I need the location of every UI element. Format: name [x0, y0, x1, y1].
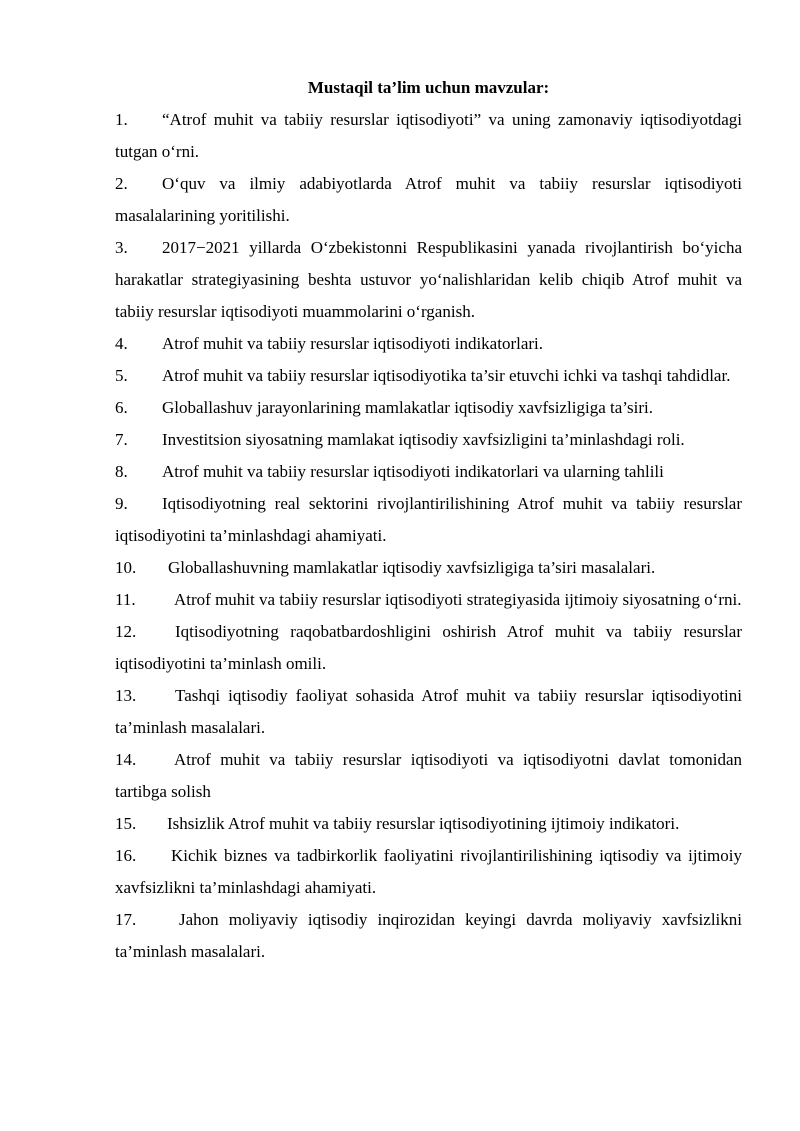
list-item — [115, 392, 742, 424]
item-number: 8. — [115, 462, 128, 481]
list-item — [115, 168, 742, 232]
item-text: Atrof muhit va tabiiy resurslar iqtisodiyoti strategiyasida ijtimoiy siyosatning o‘rni. — [174, 590, 742, 609]
list-item — [115, 744, 742, 808]
item-number: 16. — [115, 846, 137, 865]
document-title: Mustaqil ta’lim uchun mavzular: — [307, 78, 550, 97]
item-text: Iqtisodiyotning real sektorini rivojlantirilishining Atrof muhit va tabiiy resurslar iqtisodiyotini ta’minlashdagi ahamiyati. — [115, 494, 742, 545]
item-number: 12. — [115, 622, 137, 641]
item-text: Atrof muhit va tabiiy resurslar iqtisodiyoti indikatorlari. — [162, 334, 544, 353]
item-number: 1. — [115, 110, 128, 129]
list-item — [115, 904, 742, 968]
item-number: 13. — [115, 686, 137, 705]
list-item — [115, 616, 742, 680]
item-text: Jahon moliyaviy iqtisodiy inqirozidan keyingi davrda moliyaviy xavfsizlikni ta’minlash masalalari. — [115, 910, 742, 961]
list-item — [115, 840, 742, 904]
document-page — [115, 72, 742, 968]
item-text: Atrof muhit va tabiiy resurslar iqtisodiyoti indikatorlari va ularning tahlili — [162, 462, 664, 481]
item-text: Tashqi iqtisodiy faoliyat sohasida Atrof muhit va tabiiy resurslar iqtisodiyotini ta’minlash masalalari. — [115, 686, 742, 737]
list-item — [115, 584, 742, 616]
list-item — [115, 328, 742, 360]
item-text: Atrof muhit va tabiiy resurslar iqtisodiyoti va iqtisodiyotni davlat tomonidan tartibga solish — [115, 750, 742, 801]
list-item — [115, 680, 742, 744]
item-text: Globallashuvning mamlakatlar iqtisodiy xavfsizligiga ta’siri masalalari. — [168, 558, 656, 577]
item-text: Globallashuv jarayonlarining mamlakatlar iqtisodiy xavfsizligiga ta’siri. — [162, 398, 653, 417]
item-number: 15. — [115, 814, 137, 833]
item-text: Atrof muhit va tabiiy resurslar iqtisodiyotika ta’sir etuvchi ichki va tashqi tahdidlar. — [162, 366, 731, 385]
item-text: Investitsion siyosatning mamlakat iqtisodiy xavfsizligini ta’minlashdagi roli. — [162, 430, 685, 449]
item-number: 4. — [115, 334, 128, 353]
item-number: 5. — [115, 366, 128, 385]
list-item — [115, 424, 742, 456]
item-number: 14. — [115, 750, 137, 769]
item-text: “Atrof muhit va tabiiy resurslar iqtisodiyoti” va uning zamonaviy iqtisodiyotdagi tutgan o‘rni. — [115, 110, 742, 161]
item-number: 2. — [115, 174, 128, 193]
item-number: 10. — [115, 558, 137, 577]
item-text: Ishsizlik Atrof muhit va tabiiy resurslar iqtisodiyotining ijtimoiy indikatori. — [167, 814, 680, 833]
item-text: 2017−2021 yillarda O‘zbekistonni Respublikasini yanada rivojlantirish bo‘yicha harakatlar strategiyasining beshta ustuvor yo‘nalishlaridan kelib chiqib Atrof muhit va tabiiy resurslar iqtisodiyoti muammolarini o‘rganish. — [115, 238, 742, 321]
item-number: 3. — [115, 238, 128, 257]
list-item — [115, 232, 742, 328]
item-number: 7. — [115, 430, 128, 449]
topic-list — [115, 104, 742, 968]
list-item — [115, 104, 742, 168]
list-item — [115, 808, 742, 840]
item-number: 6. — [115, 398, 128, 417]
list-item — [115, 552, 742, 584]
item-text: Kichik biznes va tadbirkorlik faoliyatini rivojlantirilishining iqtisodiy va ijtimoiy xavfsizlikni ta’minlashdagi ahamiyati. — [115, 846, 742, 897]
item-number: 17. — [115, 910, 137, 929]
item-number: 9. — [115, 494, 128, 513]
list-item — [115, 456, 742, 488]
item-text: Iqtisodiyotning raqobatbardoshligini oshirish Atrof muhit va tabiiy resurslar iqtisodiyotini ta’minlash omili. — [115, 622, 742, 673]
item-number: 11. — [115, 590, 136, 609]
list-item — [115, 360, 742, 392]
list-item — [115, 488, 742, 552]
item-text: O‘quv va ilmiy adabiyotlarda Atrof muhit va tabiiy resurslar iqtisodiyoti masalalarining yoritilishi. — [115, 174, 742, 225]
